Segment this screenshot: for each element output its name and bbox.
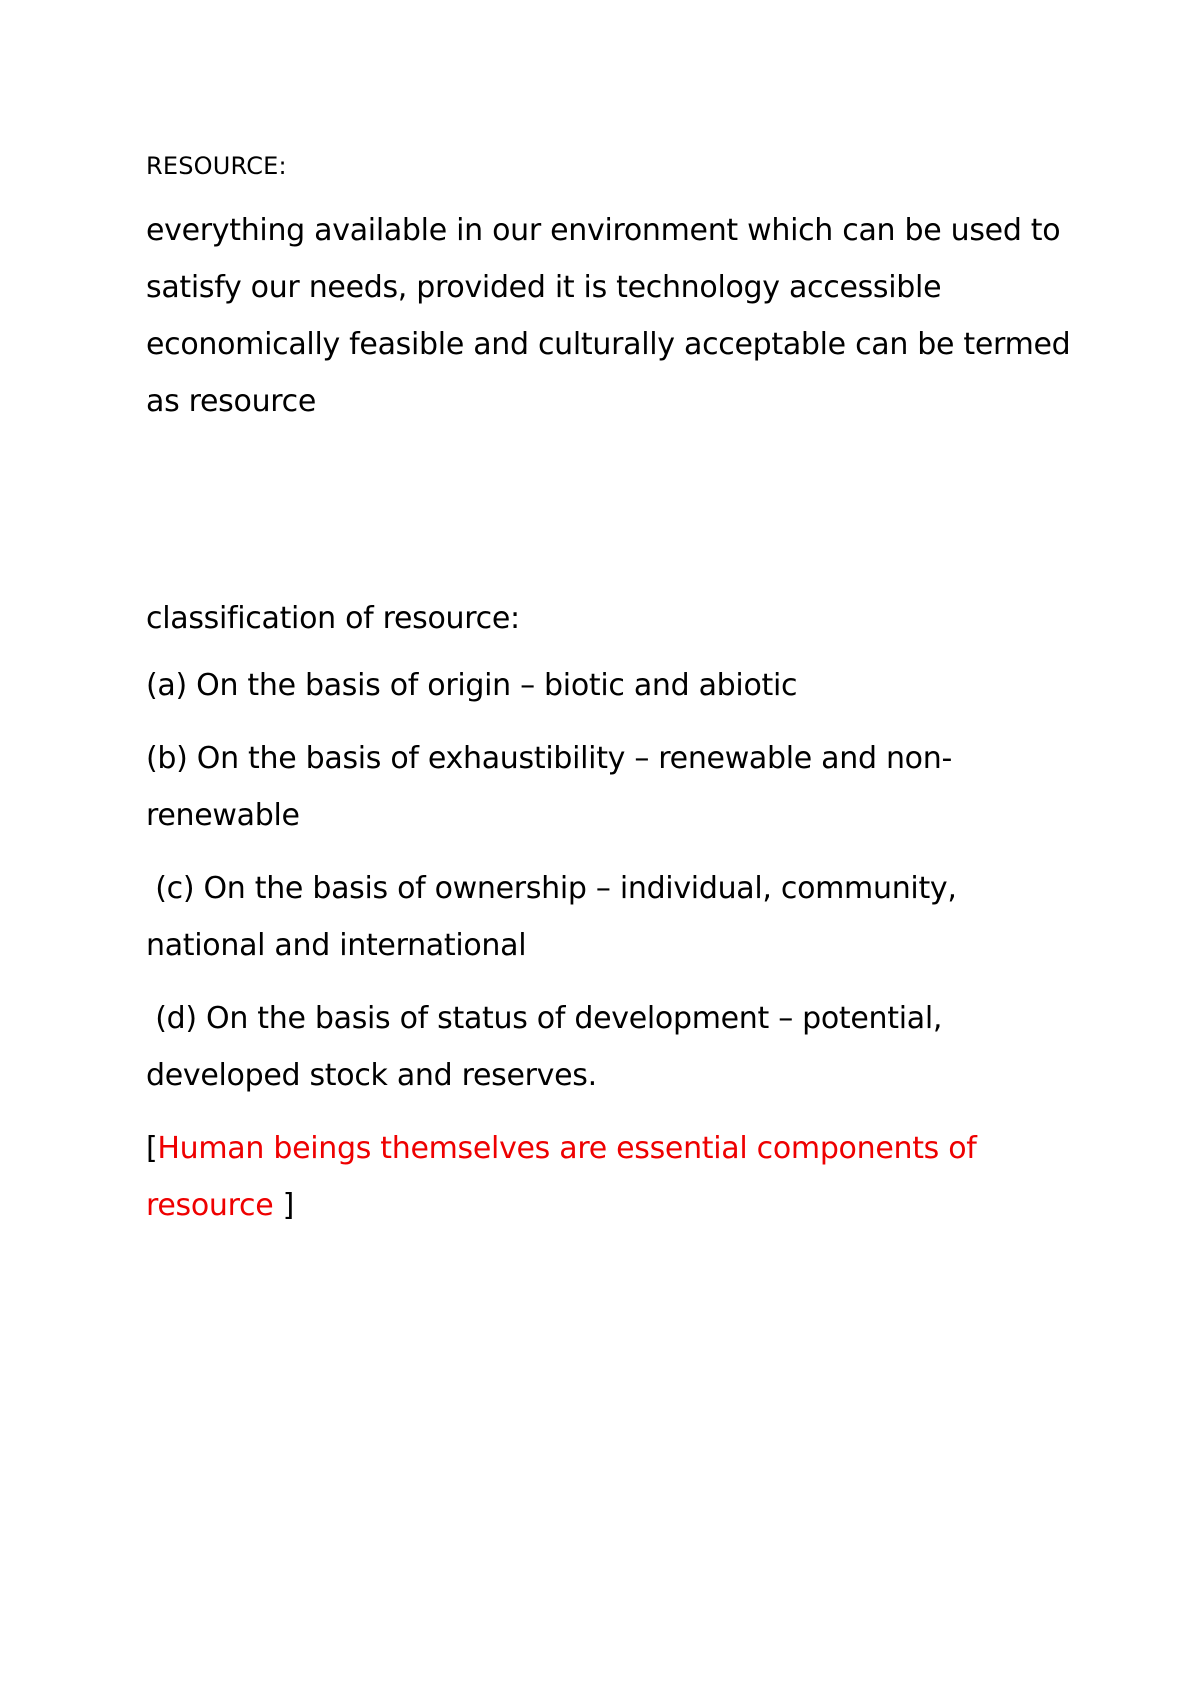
heading-resource: RESOURCE: xyxy=(146,152,287,180)
classification-item-c: (c) On the basis of ownership – individual, community, national and international xyxy=(146,871,966,963)
classification-item-a: (a) On the basis of origin – biotic and abiotic xyxy=(146,668,798,703)
document-content xyxy=(146,150,1076,1234)
note-open-bracket: [ xyxy=(146,1131,158,1166)
classification-item-d: (d) On the basis of status of development – potential, developed stock and reserves. xyxy=(146,1001,952,1093)
note-paragraph xyxy=(146,1120,1076,1234)
definition-paragraph: everything available in our environment which can be used to satisfy our needs, provided it is technology accessible economically feasible and culturally acceptable can be termed as resource xyxy=(146,213,1071,419)
classification-title: classification of resource: xyxy=(146,601,520,636)
blank-space xyxy=(146,430,1076,590)
note-close-bracket: ] xyxy=(273,1188,294,1223)
classification-item-b: (b) On the basis of exhaustibility – renewable and non-renewable xyxy=(146,741,952,833)
note-text: Human beings themselves are essential components of resource xyxy=(146,1131,977,1223)
